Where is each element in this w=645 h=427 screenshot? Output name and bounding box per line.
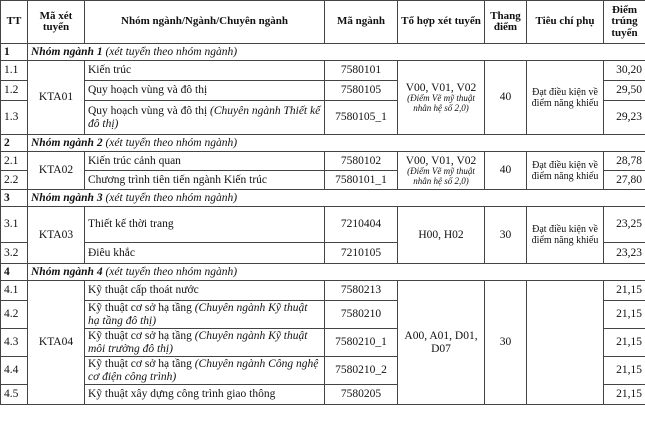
header-nhom-nganh: Nhóm ngành/Ngành/Chuyên ngành xyxy=(85,1,325,44)
row-tt: 2.2 xyxy=(1,171,28,190)
row-tt: 4.2 xyxy=(1,301,28,329)
row-major-code: 7580205 xyxy=(325,385,398,405)
row-name-text: Thiết kế thời trang xyxy=(88,218,174,231)
row-criteria: Đạt điều kiện về điểm năng khiếu xyxy=(527,152,604,190)
row-major-code: 7580101 xyxy=(325,61,398,81)
group-note: (xét tuyển theo nhóm ngành) xyxy=(105,136,238,149)
row-tt: 3.2 xyxy=(1,243,28,264)
row-name-italic: (Chuyên ngành Thiết kế đô thị) xyxy=(88,105,321,130)
combo-note: (Điểm Vẽ mỹ thuật nhân hệ số 2,0) xyxy=(407,93,475,113)
header-to-hop: Tổ hợp xét tuyển xyxy=(398,1,485,44)
row-score: 23,25 xyxy=(604,207,645,243)
row-criteria: Đạt điều kiện về điểm năng khiếu xyxy=(527,61,604,135)
table-row xyxy=(1,152,645,171)
combo-text: V00, V01, V02 xyxy=(405,81,477,94)
row-score: 28,78 xyxy=(604,152,645,171)
row-score: 29,23 xyxy=(604,101,645,135)
row-score: 30,20 xyxy=(604,61,645,81)
header-tieu-chi: Tiêu chí phụ xyxy=(527,1,604,44)
group-note: (xét tuyển theo nhóm ngành) xyxy=(105,45,238,58)
row-score: 27,80 xyxy=(604,171,645,190)
group-title-text: Nhóm ngành 4 xyxy=(31,265,103,278)
row-combo xyxy=(398,281,485,405)
row-name-text: Kỹ thuật cấp thoát nước xyxy=(88,284,199,297)
row-name xyxy=(85,243,325,264)
row-score: 21,15 xyxy=(604,281,645,301)
row-criteria: Đạt điều kiện về điểm năng khiếu xyxy=(527,207,604,264)
row-major-code: 7580213 xyxy=(325,281,398,301)
group-title xyxy=(28,190,645,207)
group-tt: 3 xyxy=(1,190,28,207)
row-tt: 1.3 xyxy=(1,101,28,135)
row-criteria xyxy=(527,281,604,405)
row-major-code: 7580210_2 xyxy=(325,357,398,385)
row-combo xyxy=(398,152,485,190)
row-scale: 30 xyxy=(485,207,527,264)
row-name-text: Chương trình tiên tiến ngành Kiến trúc xyxy=(88,173,268,186)
row-major-code: 7580105 xyxy=(325,81,398,101)
row-name-text: Điêu khắc xyxy=(88,246,135,259)
row-name xyxy=(85,357,325,385)
row-name xyxy=(85,329,325,357)
row-score: 21,15 xyxy=(604,301,645,329)
row-major-code: 7580101_1 xyxy=(325,171,398,190)
row-major-code: 7210105 xyxy=(325,243,398,264)
row-code: KTA01 xyxy=(28,61,85,135)
row-name-text: Kỹ thuật cơ sở hạ tầng xyxy=(88,330,192,342)
combo-text: V00, V01, V02 xyxy=(405,154,477,167)
row-major-code: 7580210_1 xyxy=(325,329,398,357)
group-note: (xét tuyển theo nhóm ngành) xyxy=(105,191,238,204)
row-name-text: Quy hoạch vùng và đô thị xyxy=(88,105,208,117)
table-row xyxy=(1,61,645,81)
row-name xyxy=(85,207,325,243)
row-tt: 4.3 xyxy=(1,329,28,357)
row-tt: 1.1 xyxy=(1,61,28,81)
header-row xyxy=(1,1,645,44)
row-major-code: 7580210 xyxy=(325,301,398,329)
group-note: (xét tuyển theo nhóm ngành) xyxy=(105,265,238,278)
row-tt: 4.4 xyxy=(1,357,28,385)
table-row xyxy=(1,281,645,301)
group-tt: 2 xyxy=(1,135,28,152)
row-name xyxy=(85,171,325,190)
row-tt: 4.1 xyxy=(1,281,28,301)
group-title-text: Nhóm ngành 3 xyxy=(31,191,103,204)
row-major-code: 7210404 xyxy=(325,207,398,243)
header-thang-diem: Thang điểm xyxy=(485,1,527,44)
group-row xyxy=(1,190,645,207)
combo-text: A00, A01, D01, D07 xyxy=(404,330,478,355)
row-name xyxy=(85,81,325,101)
combo-note: (Điểm Vẽ mỹ thuật nhân hệ số 2,0) xyxy=(407,166,475,186)
row-name-text: Kiến trúc cảnh quan xyxy=(88,154,181,167)
group-row xyxy=(1,264,645,281)
group-title-text: Nhóm ngành 1 xyxy=(31,45,103,58)
row-name xyxy=(85,61,325,81)
header-ma-nganh: Mã ngành xyxy=(325,1,398,44)
row-score: 29,50 xyxy=(604,81,645,101)
row-name-text: Kỹ thuật xây dựng công trình giao thông xyxy=(88,388,276,401)
group-tt: 1 xyxy=(1,44,28,61)
row-name-text: Quy hoạch vùng và đô thị xyxy=(88,84,208,97)
row-name-italic: (Chuyên ngành Kỹ thuật hạ tầng đô thị) xyxy=(88,302,308,327)
row-name xyxy=(85,281,325,301)
row-score: 21,15 xyxy=(604,385,645,405)
row-name-italic: (Chuyên ngành Kỹ thuật môi trường đô thị) xyxy=(88,330,308,355)
header-diem: Điểm trúng tuyển xyxy=(604,1,645,44)
row-name-text: Kỹ thuật cơ sở hạ tầng xyxy=(88,302,192,314)
row-score: 21,15 xyxy=(604,357,645,385)
row-code: KTA04 xyxy=(28,281,85,405)
group-row xyxy=(1,135,645,152)
row-tt: 3.1 xyxy=(1,207,28,243)
row-tt: 2.1 xyxy=(1,152,28,171)
group-title xyxy=(28,135,645,152)
table-row xyxy=(1,207,645,243)
row-name xyxy=(85,385,325,405)
row-name xyxy=(85,301,325,329)
row-scale: 30 xyxy=(485,281,527,405)
row-score: 21,15 xyxy=(604,329,645,357)
row-tt: 4.5 xyxy=(1,385,28,405)
group-title-text: Nhóm ngành 2 xyxy=(31,136,103,149)
row-major-code: 7580102 xyxy=(325,152,398,171)
row-code: KTA03 xyxy=(28,207,85,264)
group-title xyxy=(28,44,645,61)
row-name-text: Kiến trúc xyxy=(88,64,132,77)
row-score: 23,23 xyxy=(604,243,645,264)
header-ma-xet-tuyen: Mã xét tuyển xyxy=(28,1,85,44)
row-name-text: Kỹ thuật cơ sở hạ tầng xyxy=(88,358,192,370)
row-name-italic: (Chuyên ngành Công nghệ cơ điện công trình) xyxy=(88,358,319,383)
row-code: KTA02 xyxy=(28,152,85,190)
group-tt: 4 xyxy=(1,264,28,281)
combo-text: H00, H02 xyxy=(418,228,464,241)
row-major-code: 7580105_1 xyxy=(325,101,398,135)
group-title xyxy=(28,264,645,281)
header-tt: TT xyxy=(1,1,28,44)
row-tt: 1.2 xyxy=(1,81,28,101)
row-name xyxy=(85,101,325,135)
row-combo xyxy=(398,207,485,264)
row-scale: 40 xyxy=(485,61,527,135)
row-scale: 40 xyxy=(485,152,527,190)
row-combo xyxy=(398,61,485,135)
row-name xyxy=(85,152,325,171)
group-row xyxy=(1,44,645,61)
